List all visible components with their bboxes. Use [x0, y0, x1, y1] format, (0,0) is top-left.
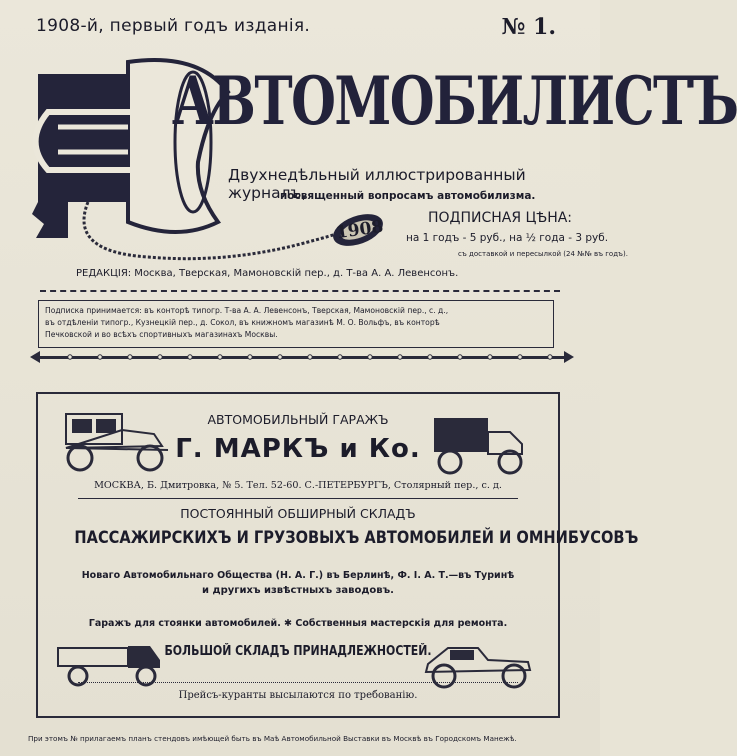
garage-advertisement	[36, 392, 639, 718]
advert-dotted-rule	[78, 682, 518, 683]
ornament-dots	[30, 348, 574, 366]
magazine-subtitle-2: посвященный вопросамъ автомобилизма.	[280, 190, 536, 202]
horn-year: 1908	[334, 216, 385, 244]
subscription-price: на 1 годъ - 5 руб., на ½ года - 3 руб.	[406, 232, 609, 244]
subscription-note: съ доставкой и пересылкой (24 №№ въ годъ).	[458, 250, 628, 258]
subscription-box-line: Печковской и во всѣхъ спортивныхъ магазинахъ Москвы.	[45, 330, 278, 339]
magazine-subtitle: Двухнедѣльный иллюстрированный журналъ,	[228, 166, 526, 202]
advert-title: АВТОМОБИЛЬНЫЙ ГАРАЖЪ	[207, 412, 389, 427]
advert-makers-2: и другихъ извѣстныхъ заводовъ.	[202, 585, 394, 596]
year-line: 1908-й, первый годъ изданія.	[36, 16, 311, 36]
advert-warehouse: ПОСТОЯННЫЙ ОБШИРНЫЙ СКЛАДЪ	[180, 506, 416, 521]
advert-vehicles: ПАССАЖИРСКИХЪ И ГРУЗОВЫХЪ АВТОМОБИЛЕЙ И ОМНИБУСОВЪ	[74, 528, 639, 548]
subscription-box	[38, 300, 554, 348]
advert-makers: Новаго Автомобильнаго Общества (Н. А. Г.) въ Берлинѣ, Ф. І. А. Т.—въ Туринѣ	[81, 570, 515, 581]
advert-garage-services: Гаражъ для стоянки автомобилей. ✱ Собственныя мастерскія для ремонта.	[88, 618, 508, 629]
magazine-title: АВТОМОБИЛИСТЪ	[172, 62, 737, 140]
advert-parts: БОЛЬШОЙ СКЛАДЪ ПРИНАДЛЕЖНОСТЕЙ.	[164, 644, 432, 659]
subscription-box-text	[45, 305, 545, 341]
subscription-box-line: въ отдѣленіи типогр., Кузнецкій пер., д. Сокол, въ книжномъ магазинѣ М. О. Вольфъ, въ конторѣ	[45, 318, 440, 327]
footer-note: При этомъ № прилагаемъ планъ стендовъ имѣющей быть въ Маѣ Автомобильной Выставки въ Москвѣ въ Городскомъ Манежѣ.	[28, 734, 517, 743]
dashed-divider	[40, 290, 560, 292]
subscription-box-line: Подписка принимается: въ конторѣ типогр. Т-ва А. А. Левенсонъ, Тверская, Мамоновскій пер., с. д.,	[45, 306, 449, 315]
advert-price-lists: Прейсъ-куранты высылаются по требованію.	[178, 690, 418, 701]
issue-number: № 1.	[501, 14, 556, 40]
advert-rule	[78, 498, 518, 499]
advert-firm-name: Г. МАРКЪ и Ко.	[175, 434, 421, 464]
editorial-address: РЕДАКЦІЯ: Москва, Тверская, Мамоновскій пер., д. Т-ва А. А. Левенсонъ.	[76, 268, 459, 279]
advert-address: МОСКВА, Б. Дмитровка, № 5. Тел. 52-60. С.-ПЕТЕРБУРГЪ, Столярный пер., с. д.	[94, 480, 502, 491]
subscription-title: ПОДПИСНАЯ ЦѢНА:	[428, 210, 573, 226]
